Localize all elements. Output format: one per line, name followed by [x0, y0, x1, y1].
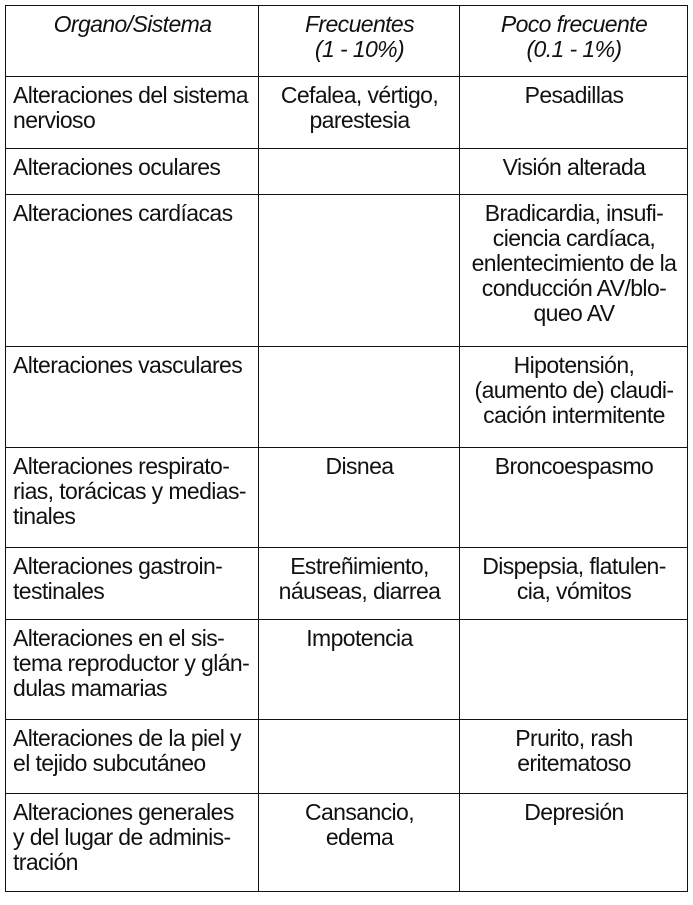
cell-line: tema reproductor y glán-: [13, 650, 250, 676]
rare-cell: [460, 149, 688, 195]
cell-line: y del lugar de adminis-: [13, 824, 231, 850]
cell-line: Alteraciones generales: [13, 799, 234, 825]
cell-line: Alteraciones vasculares: [13, 352, 243, 378]
rare-cell: [460, 195, 688, 347]
organ-cell: [6, 548, 259, 620]
table-row: [6, 620, 688, 720]
cell-line: Cansancio,: [304, 799, 415, 825]
table-row: [6, 195, 688, 347]
organ-cell: [6, 620, 259, 720]
rare-cell: [460, 794, 688, 892]
cell-line: Alteraciones de la piel y: [13, 725, 241, 751]
header-line: (0.1 - 1%): [526, 36, 622, 62]
cell-line: dulas mamarias: [13, 675, 167, 701]
cell-line: Alteraciones del sistema: [13, 82, 248, 108]
cell-line: náuseas, diarrea: [278, 578, 441, 604]
table-row: [6, 149, 688, 195]
cell-line: conducción AV/blo-: [481, 275, 667, 301]
cell-line: Dispepsia, flatulen-: [482, 553, 666, 579]
cell-line: tración: [13, 849, 78, 875]
table-row: [6, 77, 688, 149]
header-row: [6, 6, 688, 77]
rare-cell: [460, 620, 688, 720]
organ-cell: [6, 149, 259, 195]
frequent-cell: [259, 720, 460, 794]
header-line: Poco frecuente: [500, 11, 648, 37]
header-line: Frecuentes: [304, 11, 415, 37]
cell-line: parestesia: [309, 107, 410, 133]
frequent-cell: [259, 448, 460, 548]
organ-cell: [6, 720, 259, 794]
cell-line: el tejido subcutáneo: [13, 750, 206, 776]
cell-line: rias, torácicas y medias-: [13, 478, 246, 504]
rare-cell: [460, 548, 688, 620]
header-rare: [460, 6, 688, 77]
cell-line: Alteraciones cardíacas: [13, 200, 233, 226]
cell-line: Depresión: [524, 799, 624, 825]
cell-line: Alteraciones oculares: [13, 154, 221, 180]
table-row: [6, 794, 688, 892]
organ-cell: [6, 794, 259, 892]
organ-cell: [6, 448, 259, 548]
rare-cell: [460, 347, 688, 448]
organ-cell: [6, 347, 259, 448]
frequent-cell: [259, 149, 460, 195]
header-line: Organo/Sistema: [53, 11, 212, 37]
cell-line: ciencia cardíaca,: [492, 225, 656, 251]
cell-line: edema: [325, 824, 394, 850]
header-organ: [6, 6, 259, 77]
frequent-cell: [259, 195, 460, 347]
cell-line: Visión alterada: [502, 154, 646, 180]
header-line: (1 - 10%): [314, 36, 405, 62]
cell-line: Estreñimiento,: [290, 553, 429, 579]
cell-line: enlentecimiento de la: [471, 250, 677, 276]
frequent-cell: [259, 620, 460, 720]
cell-line: Disnea: [325, 453, 394, 479]
rare-cell: [460, 720, 688, 794]
rare-cell: [460, 77, 688, 149]
table-row: [6, 720, 688, 794]
cell-line: Broncoespasmo: [494, 453, 654, 479]
cell-line: Pesadillas: [524, 82, 624, 108]
table-row: [6, 548, 688, 620]
frequent-cell: [259, 548, 460, 620]
table-row: [6, 347, 688, 448]
rare-cell: [460, 448, 688, 548]
cell-line: tinales: [13, 503, 76, 529]
cell-line: Impotencia: [306, 625, 413, 651]
header-frequent: [259, 6, 460, 77]
table-row: [6, 448, 688, 548]
cell-line: Alteraciones en el sis-: [13, 625, 225, 651]
cell-line: eritematoso: [517, 750, 631, 776]
cell-line: Alteraciones respirato-: [13, 453, 230, 479]
frequent-cell: [259, 794, 460, 892]
cell-line: cación intermitente: [483, 402, 665, 428]
frequent-cell: [259, 347, 460, 448]
cell-line: (aumento de) claudi-: [474, 377, 674, 403]
cell-line: Hipotensión,: [513, 352, 635, 378]
cell-line: Prurito, rash: [515, 725, 633, 751]
cell-line: Bradicardia, insufi-: [484, 200, 664, 226]
organ-cell: [6, 77, 259, 149]
cell-line: testinales: [13, 578, 105, 604]
cell-line: Alteraciones gastroin-: [13, 553, 223, 579]
frequent-cell: [259, 77, 460, 149]
cell-line: queo AV: [533, 300, 615, 326]
organ-cell: [6, 195, 259, 347]
cell-line: Cefalea, vértigo,: [280, 82, 439, 108]
adverse-effects-table: [5, 5, 688, 892]
cell-line: nervioso: [13, 107, 96, 133]
cell-line: cia, vómitos: [516, 578, 632, 604]
